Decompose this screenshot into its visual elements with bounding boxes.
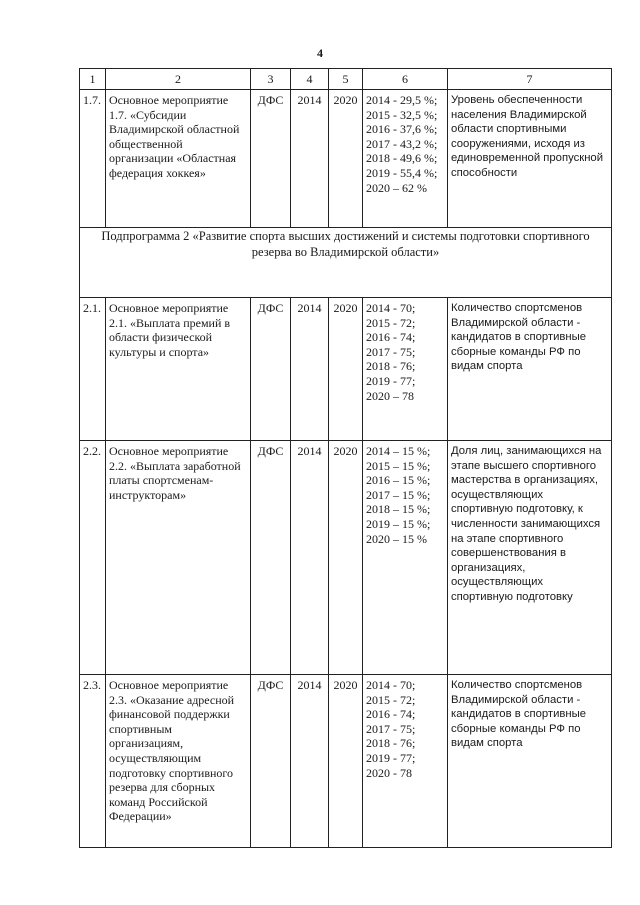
subprogram-row: [80, 228, 612, 298]
value-line: 2018 - 76;: [366, 359, 416, 374]
indicator: Количество спортсменов Владимирской области - кандидатов в спортивные сборные команды РФ по видам спорта: [448, 675, 612, 848]
indicator: Уровень обеспеченности населения Владимирской области спортивными сооружениями, исходя из единовременной пропускной способности: [448, 90, 612, 228]
row-number: 2.1.: [80, 298, 106, 441]
end-year: 2020: [329, 441, 363, 675]
value-line: 2020 - 78: [366, 765, 412, 780]
value-line: 2016 - 74;: [366, 707, 416, 722]
values-cell: [363, 298, 448, 441]
header-cell: 4: [291, 69, 329, 90]
value-line: 2015 - 72;: [366, 692, 416, 707]
row-number: 2.2.: [80, 441, 106, 675]
value-line: 2016 – 15 %;: [366, 473, 431, 488]
row-number: 2.3.: [80, 675, 106, 848]
value-line: 2016 - 74;: [366, 330, 416, 345]
event-name: Основное мероприятие 2.1. «Выплата премий в области физической культуры и спорта»: [106, 298, 251, 441]
value-line: 2019 - 55,4 %;: [366, 165, 438, 180]
value-line: 2016 - 37,6 %;: [366, 122, 438, 137]
indicator: Количество спортсменов Владимирской области - кандидатов в спортивные сборные команды РФ по видам спорта: [448, 298, 612, 441]
value-line: 2017 – 15 %;: [366, 487, 431, 502]
value-line: 2015 - 72;: [366, 315, 416, 330]
subprogram-title: Подпрограмма 2 «Развитие спорта высших достижений и системы подготовки спортивного резерва во Владимирской области»: [80, 228, 612, 298]
value-line: 2019 – 15 %;: [366, 516, 431, 531]
program-table: [79, 68, 612, 848]
start-year: 2014: [291, 675, 329, 848]
value-line: 2017 - 75;: [366, 344, 416, 359]
executor: ДФС: [251, 298, 291, 441]
value-line: 2020 – 15 %: [366, 531, 427, 546]
event-name: Основное мероприятие 1.7. «Субсидии Владимирской областной общественной организации «Областная федерация хоккея»: [106, 90, 251, 228]
value-line: 2018 - 76;: [366, 736, 416, 751]
executor: ДФС: [251, 441, 291, 675]
end-year: 2020: [329, 298, 363, 441]
value-line: 2014 - 70;: [366, 678, 416, 692]
row-number: 1.7.: [80, 90, 106, 228]
table-header-row: [80, 69, 612, 90]
header-cell: 1: [80, 69, 106, 90]
header-cell: 3: [251, 69, 291, 90]
values-cell: [363, 90, 448, 228]
value-line: 2017 - 75;: [366, 721, 416, 736]
value-line: 2020 – 78: [366, 388, 414, 403]
page-number: 4: [317, 46, 323, 60]
value-line: 2018 – 15 %;: [366, 502, 431, 517]
value-line: 2014 - 70;: [366, 301, 416, 315]
header-cell: 5: [329, 69, 363, 90]
start-year: 2014: [291, 90, 329, 228]
header-cell: 2: [106, 69, 251, 90]
start-year: 2014: [291, 298, 329, 441]
end-year: 2020: [329, 90, 363, 228]
value-line: 2019 - 77;: [366, 750, 416, 765]
end-year: 2020: [329, 675, 363, 848]
value-line: 2020 – 62 %: [366, 180, 427, 195]
value-line: 2014 – 15 %;: [366, 444, 431, 458]
event-name: Основное мероприятие 2.3. «Оказание адресной финансовой поддержки спортивным организациям, осуществляющим подготовку спортивного резерва для сборных команд Российской Федерации»: [106, 675, 251, 848]
table-row: [80, 675, 612, 848]
table-row: [80, 298, 612, 441]
value-line: 2015 - 32,5 %;: [366, 107, 438, 122]
value-line: 2019 - 77;: [366, 373, 416, 388]
event-name: Основное мероприятие 2.2. «Выплата заработной платы спортсменам-инструкторам»: [106, 441, 251, 675]
value-line: 2014 - 29,5 %;: [366, 93, 438, 107]
start-year: 2014: [291, 441, 329, 675]
header-cell: 7: [448, 69, 612, 90]
table-row: [80, 441, 612, 675]
values-cell: [363, 675, 448, 848]
indicator: Доля лиц, занимающихся на этапе высшего спортивного мастерства в организациях, осуществляющих спортивную подготовку, к численности занимающихся на этапе спортивного совершенствования в организациях, осуществляющих спортивную подготовку: [448, 441, 612, 675]
value-line: 2018 - 49,6 %;: [366, 151, 438, 166]
table-row: [80, 90, 612, 228]
executor: ДФС: [251, 675, 291, 848]
value-line: 2017 - 43,2 %;: [366, 136, 438, 151]
value-line: 2015 – 15 %;: [366, 458, 431, 473]
values-cell: [363, 441, 448, 675]
executor: ДФС: [251, 90, 291, 228]
header-cell: 6: [363, 69, 448, 90]
